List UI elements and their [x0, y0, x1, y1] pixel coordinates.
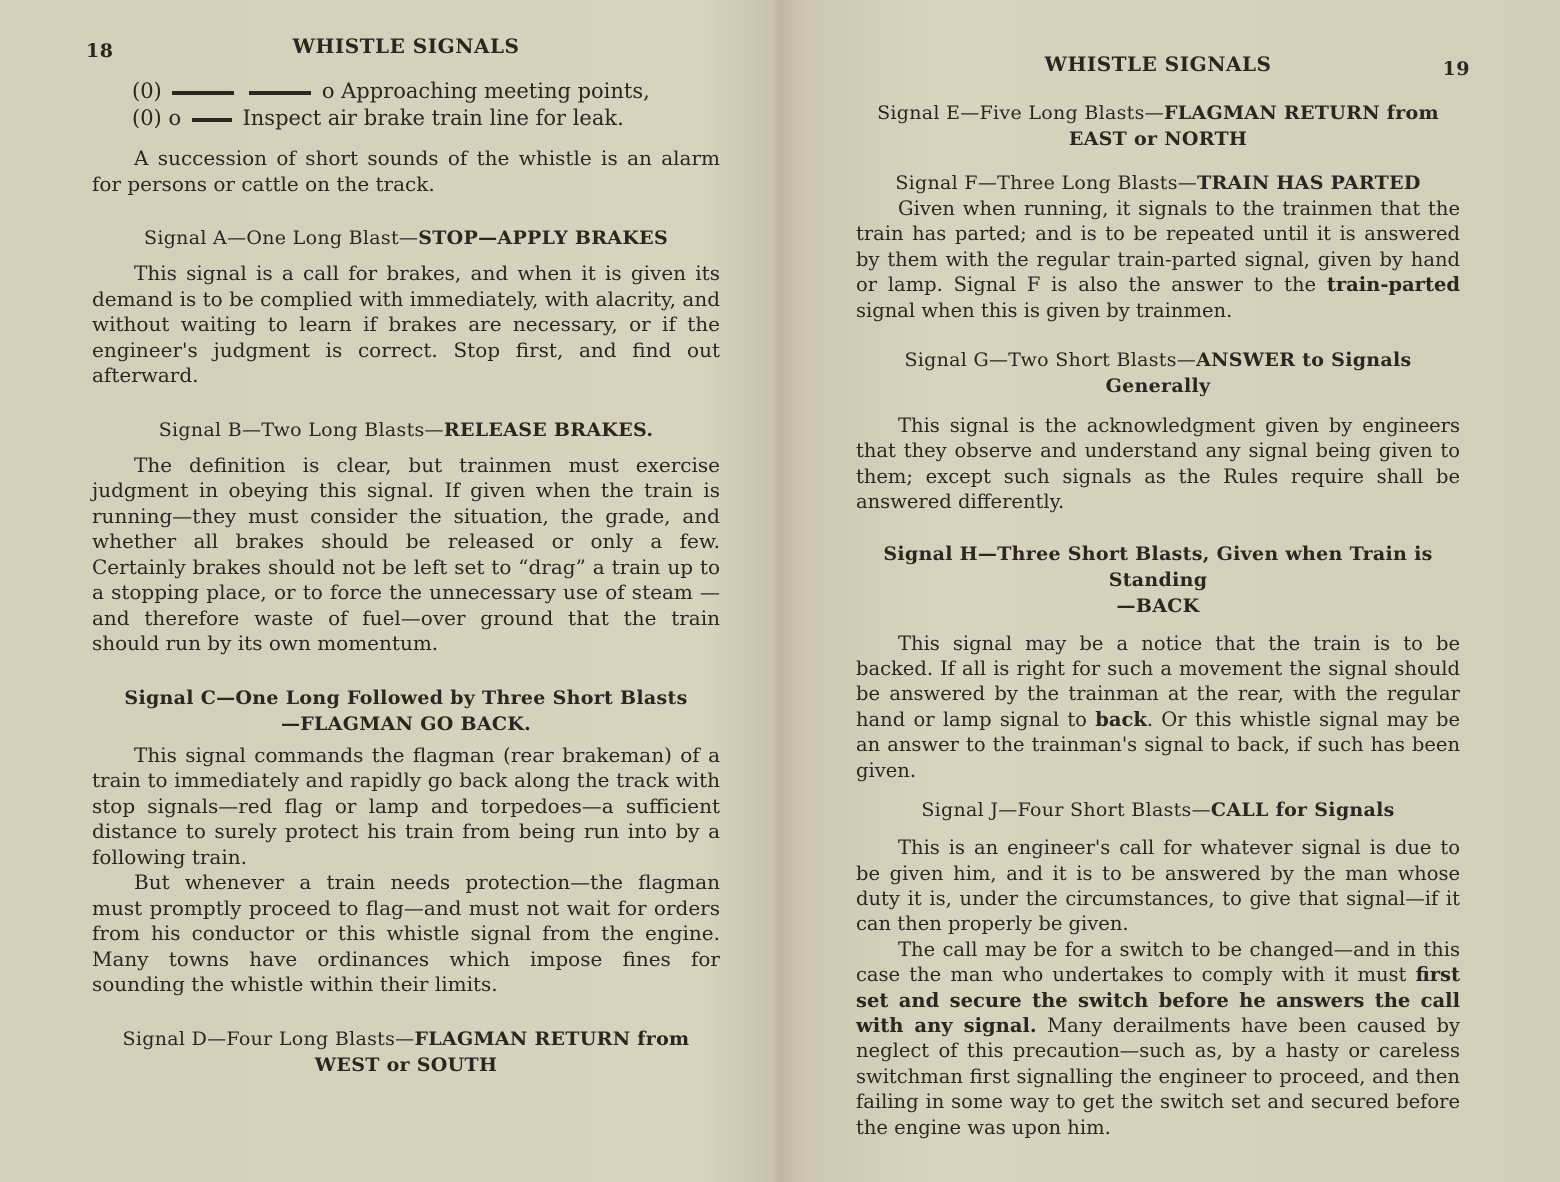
signal-g-heading: Signal G—Two Short Blasts—ANSWER to Signals Generally — [904, 349, 1412, 398]
running-title-right: WHISTLE SIGNALS — [1044, 52, 1272, 76]
right-page — [780, 0, 1560, 1182]
signal-d-heading: Signal D—Four Long Blasts—FLAGMAN RETURN from WEST or SOUTH — [122, 1027, 690, 1076]
signal-f-heading: Signal F—Three Long Blasts—TRAIN HAS PARTED — [895, 172, 1421, 194]
page-number-left: 18 — [86, 40, 114, 62]
long-dash-mark — [249, 91, 311, 95]
signal-h-body: This signal may be a notice that the train is to be backed. If all is right for such a movement the signal should be answered by the trainman at the rear, with the regular hand or lamp signal to back. Or this whistle signal may be an answer to the trainman's signal to back, if such has been given. — [856, 631, 1460, 782]
signal-c-heading: Signal C—One Long Followed by Three Short Blasts —FLAGMAN GO BACK. — [124, 686, 688, 735]
running-head-left — [86, 30, 720, 66]
signal-c-body-2: But whenever a train needs protection—the flagman must promptly proceed to flag—and must not wait for orders from his conductor or this whistle signal from the engine. Many towns have ordinances which impose fines for sounding the whistle within their limits. — [92, 870, 720, 996]
page-number-right: 19 — [1442, 58, 1470, 80]
signal-j-heading: Signal J—Four Short Blasts—CALL for Signals — [921, 799, 1395, 822]
code-line-inspect: (0) o Inspect air brake train line for leak. — [132, 106, 624, 130]
running-head-right — [856, 48, 1470, 84]
signal-j-body-2: The call may be for a switch to be changed—and in this case the man who undertakes to comply with it must first set and secure the switch before he answers the call with any signal. Many derailments have been caused by neglect of this precaution—such as, by a hasty or careless switchman first signalling the engineer to proceed, and then failing in some way to get the switch set and secured before the engine was upon him. — [856, 937, 1460, 1139]
alarm-paragraph: A succession of short sounds of the whistle is an alarm for persons or cattle on the track. — [92, 146, 720, 196]
signal-b-body: The definition is clear, but trainmen must exercise judgment in obeying this signal. If given when the train is running—they must consider the situation, the grade, and whether all brakes should be released or only a few. Certainly brakes should not be left set to “drag” a train up to a stopping place, or to force the unnecessary use of steam —and therefore waste of fuel—over ground that the train should run by its own momentum. — [92, 452, 720, 655]
long-dash-mark — [192, 118, 232, 122]
signal-a-heading: Signal A—One Long Blast—STOP—APPLY BRAKES — [144, 227, 668, 249]
signal-b-heading: Signal B—Two Long Blasts—RELEASE BRAKES. — [158, 418, 654, 441]
signal-j-body-1: This is an engineer's call for whatever signal is due to be given him, and it is to be answered by the man whose duty it is, under the circumstances, to give that signal—if it can then properly be given. — [856, 836, 1460, 936]
signal-c-body-1: This signal commands the flagman (rear brakeman) of a train to immediately and rapidly go back along the track with stop signals—red flag or lamp and torpedoes—a sufficient distance to surely protect his train from being run into by a following train. — [92, 742, 720, 869]
code-line-approaching: (0) o Approaching meeting points, — [132, 79, 650, 103]
signal-e-heading: Signal E—Five Long Blasts—FLAGMAN RETURN from EAST or NORTH — [877, 102, 1439, 150]
signal-a-body: This signal is a call for brakes, and when it is given its demand is to be complied with immediately, with alacrity, and without waiting to learn if brakes are necessary, or if the engineer's judgment is correct. Stop first, and find out afterward. — [92, 261, 720, 387]
code-lines — [92, 78, 720, 132]
signal-h-heading: Signal H—Three Short Blasts, Given when Train is Standing —BACK — [883, 542, 1433, 617]
signal-g-body: This signal is the acknowledgment given by engineers that they observe and understand any signal being given to them; except such signals as the Rules require shall be answered differently. — [856, 414, 1460, 514]
running-title-left: WHISTLE SIGNALS — [292, 34, 520, 58]
long-dash-mark — [172, 91, 234, 95]
signal-f-body: Given when running, it signals to the trainmen that the train has parted; and is to be repeated until it is answered by them with the regular train-parted signal, given by hand or lamp. Signal F is also the answer to the train-parted signal when this is given by trainmen. — [856, 197, 1460, 322]
